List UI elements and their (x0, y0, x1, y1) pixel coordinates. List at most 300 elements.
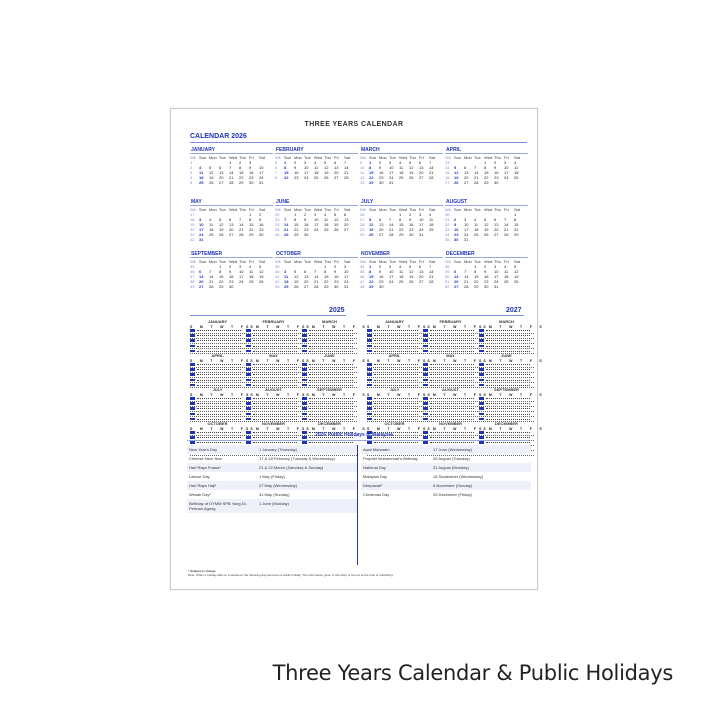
sunday-mark (367, 441, 372, 444)
small-week-row (423, 413, 478, 418)
sunday-mark (423, 441, 428, 444)
small-month-name: MARCH (322, 319, 337, 324)
day-dots (486, 369, 530, 372)
day-dots (374, 330, 418, 333)
sunday-mark (479, 418, 484, 421)
holiday-row (187, 454, 357, 463)
small-week-row (367, 368, 422, 373)
small-week-row (246, 373, 301, 378)
small-month-name: MARCH (499, 319, 514, 324)
sunday-mark (479, 407, 484, 410)
month-name: JANUARY (191, 147, 215, 153)
small-week-row (479, 345, 534, 350)
day-dots (430, 346, 474, 349)
holiday-row (187, 490, 357, 499)
small-month-days (367, 363, 422, 389)
month-divider (190, 257, 273, 258)
small-week-row (367, 373, 422, 378)
week-row: 25 21 22 23 24 25 26 27 (275, 227, 349, 232)
month-table: Wk Sun Mon Tue Wed Thu Fri Sat 44 1 2 3 4 5 6 7 45 8 9 10 11 12 13 14 46 15 16 17 18 19 20 21 47 22 23 24 25 26 27 28 48 29 30 (360, 259, 439, 289)
day-dots (253, 403, 297, 406)
sunday-mark (190, 413, 195, 416)
small-week-row (190, 407, 245, 412)
sunday-mark (246, 397, 251, 400)
footnotes (188, 569, 394, 577)
holiday-name: National Day (363, 465, 386, 470)
sunday-mark (423, 329, 428, 332)
holiday-date: 8 November (Sunday) (433, 483, 473, 488)
small-weekday-header: S M T W T F S (479, 427, 546, 431)
day-dots (430, 414, 474, 417)
footnote-subject-to-change: * Subject to change (188, 569, 216, 573)
holiday-date: 21 & 22 March (Saturday & Sunday) (259, 465, 324, 470)
sunday-mark (302, 407, 307, 410)
week-row: 43 25 26 27 28 29 30 31 (275, 284, 349, 289)
year-2027-label: 2027 (506, 307, 522, 314)
day-dots (374, 398, 418, 401)
day-dots (374, 374, 418, 377)
sunday-mark (479, 413, 484, 416)
small-week-row (302, 413, 357, 418)
sheet-title: THREE YEARS CALENDAR (304, 121, 404, 128)
small-month-february (423, 319, 490, 351)
month-divider (445, 205, 528, 206)
small-month-august (423, 387, 490, 419)
sunday-mark (190, 334, 195, 337)
small-week-row (479, 397, 534, 402)
day-dots (374, 364, 418, 367)
holiday-name: Prophet Muhammad's Birthday (363, 456, 418, 461)
sunday-mark (302, 441, 307, 444)
month-divider (190, 205, 273, 206)
sunday-mark (479, 339, 484, 342)
small-week-row (367, 402, 422, 407)
small-month-days (302, 397, 357, 423)
small-week-row (367, 334, 422, 339)
calendar-2026-title: CALENDAR 2026 (190, 133, 247, 140)
holiday-name: New Year's Day (189, 447, 218, 452)
day-dots (430, 369, 474, 372)
small-month-march (479, 319, 546, 351)
month-divider (445, 153, 528, 154)
day-dots (309, 374, 353, 377)
small-month-name: AUGUST (265, 387, 282, 392)
day-dots (430, 374, 474, 377)
week-row: 30 26 27 28 29 30 31 (360, 232, 424, 237)
month-january (190, 147, 273, 199)
small-month-january (190, 319, 257, 351)
week-row: 20 17 18 19 20 21 22 23 (190, 227, 264, 232)
sunday-mark (423, 384, 428, 387)
month-june (275, 199, 358, 251)
sunday-mark (302, 350, 307, 353)
holiday-date: 25 December (Friday) (433, 492, 472, 497)
day-dots (430, 398, 474, 401)
sunday-mark (190, 368, 195, 371)
day-dots (253, 398, 297, 401)
day-dots (197, 408, 241, 411)
small-month-name: APRIL (211, 353, 224, 358)
month-name: APRIL (446, 147, 461, 153)
small-week-row (367, 397, 422, 402)
small-weekday-header: S M T W T F S (479, 359, 546, 363)
small-week-row (302, 334, 357, 339)
day-dots (486, 414, 530, 417)
small-week-row (479, 373, 534, 378)
month-may (190, 199, 273, 251)
small-week-row (479, 329, 534, 334)
small-week-row (246, 379, 301, 384)
small-month-august (246, 387, 313, 419)
month-table: Wk Sun Mon Tue Wed Thu Fri Sat 35 1 2 3 4 5 36 6 7 8 9 10 11 12 37 13 14 15 16 17 18 19 38 20 21 22 23 24 25 26 39 27 28 29 30 (190, 259, 269, 289)
small-month-days (302, 329, 357, 355)
day-dots (309, 369, 353, 372)
small-week-row (190, 397, 245, 402)
small-month-days (479, 329, 534, 355)
day-dots (486, 380, 530, 383)
small-week-row (246, 407, 301, 412)
small-month-days (246, 363, 301, 389)
month-table: Wk Sun Mon Tue Wed Thu Fri Sat 39 1 2 3 40 4 5 6 7 8 9 10 41 11 12 13 14 15 16 17 42 18 19 20 21 22 23 24 43 25 26 27 28 29 30 31 (275, 259, 354, 289)
holiday-name: Labour Day (189, 474, 210, 479)
month-divider (275, 257, 358, 258)
day-dots (430, 335, 474, 338)
day-dots (253, 340, 297, 343)
small-week-row (246, 397, 301, 402)
day-dots (486, 340, 530, 343)
small-month-september (479, 387, 546, 419)
small-week-row (246, 339, 301, 344)
day-dots (309, 346, 353, 349)
month-name: MARCH (361, 147, 380, 153)
sunday-mark (367, 368, 372, 371)
week-row: 19 10 11 12 13 14 15 16 (190, 222, 264, 227)
small-weekday-header: S M T W T F S (190, 427, 257, 431)
small-week-row (190, 329, 245, 334)
day-dots (253, 346, 297, 349)
sunday-mark (246, 334, 251, 337)
small-week-row (423, 407, 478, 412)
week-row: 48 29 30 (360, 284, 384, 289)
small-weekday-header: S M T W T F S (302, 393, 369, 397)
week-row: 45 8 9 10 11 12 13 14 (360, 269, 434, 274)
sunday-mark (190, 379, 195, 382)
day-dots (309, 403, 353, 406)
small-week-row (423, 402, 478, 407)
small-weekday-header: S M T W T F S (190, 325, 257, 329)
holidays-title: 2026 Public Holidays in Malaysia (315, 432, 393, 438)
sunday-mark (479, 368, 484, 371)
small-month-january (367, 319, 434, 351)
small-weekday-header: S M T W T F S (246, 359, 313, 363)
sunday-mark (302, 418, 307, 421)
sunday-mark (367, 363, 372, 366)
sunday-mark (479, 441, 484, 444)
small-week-row (190, 368, 245, 373)
month-divider (445, 257, 528, 258)
sunday-mark (190, 345, 195, 348)
day-dots (430, 364, 474, 367)
small-weekday-header: S M T W T F S (479, 393, 546, 397)
small-month-days (190, 397, 245, 423)
sunday-mark (367, 339, 372, 342)
holiday-row (361, 445, 531, 454)
sunday-mark (302, 363, 307, 366)
sunday-mark (246, 379, 251, 382)
sunday-mark (246, 402, 251, 405)
small-weekday-header: S M T W T F S (246, 393, 313, 397)
week-row: 35 30 31 (445, 237, 469, 242)
holiday-row (187, 472, 357, 481)
month-divider (360, 153, 443, 154)
day-dots (197, 403, 241, 406)
month-september (190, 251, 273, 303)
small-month-name: MAY (446, 353, 455, 358)
small-week-row (190, 373, 245, 378)
week-row: 24 14 15 16 17 18 19 20 (275, 222, 349, 227)
small-month-may (423, 353, 490, 385)
small-week-row (190, 363, 245, 368)
month-november (360, 251, 443, 303)
month-name: DECEMBER (446, 251, 475, 257)
holiday-name: Malaysia Day (363, 474, 388, 479)
sunday-mark (246, 350, 251, 353)
small-month-name: SEPTEMBER (317, 387, 342, 392)
holiday-date: 27 May (Wednesday) (259, 483, 297, 488)
week-row: 22 1 2 3 4 5 6 (275, 212, 347, 217)
day-dots (253, 374, 297, 377)
sunday-mark (367, 379, 372, 382)
sunday-mark (423, 413, 428, 416)
day-dots (430, 340, 474, 343)
sunday-mark (423, 339, 428, 342)
sunday-mark (479, 350, 484, 353)
sunday-mark (190, 407, 195, 410)
holidays-left-list (187, 445, 357, 513)
small-month-days (190, 329, 245, 355)
week-row: 46 15 16 17 18 19 20 21 (360, 274, 434, 279)
week-row: 35 1 2 3 4 5 (190, 264, 262, 269)
month-table: Wk Sun Mon Tue Wed Thu Fri Sat 30 1 31 2 3 4 5 6 7 8 32 9 10 11 12 13 14 15 33 16 17 18 19 20 21 22 34 23 24 25 26 27 28 29 35 30 31 (445, 207, 524, 242)
sunday-mark (246, 407, 251, 410)
week-row: 17 26 27 28 29 30 (445, 180, 499, 185)
day-dots (374, 414, 418, 417)
week-row: 5 1 2 3 4 5 6 7 (275, 160, 347, 165)
day-dots (253, 414, 297, 417)
month-divider (275, 205, 358, 206)
holidays-column-divider (357, 445, 358, 565)
sunday-mark (367, 384, 372, 387)
holiday-row (187, 499, 357, 513)
month-december (445, 251, 528, 303)
small-week-row (367, 339, 422, 344)
holiday-date: 16 September (Wednesday) (433, 474, 483, 479)
sunday-mark (302, 334, 307, 337)
small-week-row (367, 363, 422, 368)
day-dots (486, 335, 530, 338)
week-row: 39 1 2 3 (275, 264, 347, 269)
small-week-row (479, 407, 534, 412)
day-dots (197, 364, 241, 367)
small-month-july (190, 387, 257, 419)
sunday-mark (479, 397, 484, 400)
sunday-mark (190, 397, 195, 400)
small-month-name: JUNE (324, 353, 335, 358)
sunday-mark (423, 363, 428, 366)
small-month-days (479, 397, 534, 423)
week-row: 16 19 20 21 22 23 24 25 (445, 175, 519, 180)
small-week-row (302, 379, 357, 384)
small-month-may (246, 353, 313, 385)
small-month-march (302, 319, 369, 351)
week-row: 8 22 23 24 25 26 27 28 (275, 175, 349, 180)
small-week-row (302, 368, 357, 373)
month-name: MAY (191, 199, 202, 205)
small-week-row (423, 397, 478, 402)
week-row: 50 13 14 15 16 17 18 19 (445, 274, 519, 279)
week-row: 52 27 28 29 30 31 (445, 284, 499, 289)
small-week-row (423, 329, 478, 334)
day-dots (430, 330, 474, 333)
week-row: 5 25 26 27 28 29 30 31 (190, 180, 264, 185)
holiday-row (361, 472, 531, 481)
sunday-mark (246, 339, 251, 342)
day-dots (309, 398, 353, 401)
small-week-row (479, 368, 534, 373)
day-dots (486, 346, 530, 349)
sunday-mark (479, 363, 484, 366)
sunday-mark (302, 384, 307, 387)
small-week-row (302, 402, 357, 407)
week-row: 21 24 25 26 27 28 29 30 (190, 232, 264, 237)
sunday-mark (190, 384, 195, 387)
day-dots (309, 340, 353, 343)
sunday-mark (246, 441, 251, 444)
day-dots (430, 380, 474, 383)
week-row: 31 2 3 4 5 6 7 8 (445, 217, 517, 222)
month-divider (360, 257, 443, 258)
sunday-mark (479, 379, 484, 382)
small-month-name: FEBRUARY (262, 319, 285, 324)
day-dots (374, 403, 418, 406)
small-week-row (246, 334, 301, 339)
day-dots (374, 335, 418, 338)
week-row: 14 5 6 7 8 9 10 11 (445, 165, 519, 170)
small-week-row (479, 334, 534, 339)
small-week-row (302, 407, 357, 412)
small-month-april (367, 353, 434, 385)
sunday-mark (367, 334, 372, 337)
small-week-row (367, 407, 422, 412)
day-dots (309, 414, 353, 417)
day-dots (374, 369, 418, 372)
small-week-row (367, 345, 422, 350)
sunday-mark (423, 397, 428, 400)
day-dots (486, 408, 530, 411)
sunday-mark (246, 373, 251, 376)
small-weekday-header: S M T W T F S (246, 427, 313, 431)
holiday-row (187, 481, 357, 490)
month-name: NOVEMBER (361, 251, 390, 257)
sunday-mark (302, 345, 307, 348)
week-row: 28 12 13 14 15 16 17 18 (360, 222, 434, 227)
week-row: 10 8 9 10 11 12 13 14 (360, 165, 434, 170)
day-dots (374, 340, 418, 343)
small-month-june (302, 353, 369, 385)
month-table: Wk Sun Mon Tue Wed Thu Fri Sat 9 1 2 3 4 5 6 7 10 8 9 10 11 12 13 14 11 15 16 17 18 19 20 21 12 22 23 24 25 26 27 28 13 29 30 31 (360, 155, 439, 185)
sunday-mark (479, 373, 484, 376)
week-row: 12 22 23 24 25 26 27 28 (360, 175, 434, 180)
holiday-name: Hari Raya Haji* (189, 483, 217, 488)
small-month-days (246, 329, 301, 355)
footnote-weekend-rule: Note: When a holiday falls on a weekend, the following day becomes a public holiday. The information given in this diary is correct at the time of publishing. (188, 573, 394, 577)
small-week-row (302, 345, 357, 350)
small-month-july (367, 387, 434, 419)
holiday-row (187, 445, 357, 454)
small-month-name: JUNE (501, 353, 512, 358)
sunday-mark (246, 363, 251, 366)
sunday-mark (479, 402, 484, 405)
holiday-date: 31 August (Monday) (433, 465, 469, 470)
day-dots (309, 408, 353, 411)
week-row: 13 29 30 31 (360, 180, 394, 185)
week-row: 48 1 2 3 4 5 (445, 264, 517, 269)
month-table: Wk Sun Mon Tue Wed Thu Fri Sat 48 1 2 3 4 5 49 6 7 8 9 10 11 12 50 13 14 15 16 17 18 19 51 20 21 22 23 24 25 26 52 27 28 29 30 31 (445, 259, 524, 289)
month-divider (275, 153, 358, 154)
sunday-mark (367, 418, 372, 421)
month-october (275, 251, 358, 303)
small-week-row (367, 413, 422, 418)
small-week-row (423, 339, 478, 344)
week-row: 4 18 19 20 21 22 23 24 (190, 175, 264, 180)
day-dots (253, 364, 297, 367)
small-week-row (423, 373, 478, 378)
day-dots (430, 403, 474, 406)
month-name: FEBRUARY (276, 147, 304, 153)
small-weekday-header: S M T W T F S (367, 427, 434, 431)
small-weekday-header: S M T W T F S (423, 427, 490, 431)
sunday-mark (302, 402, 307, 405)
small-month-days (302, 363, 357, 389)
small-month-name: AUGUST (442, 387, 459, 392)
product-caption: Three Years Calendar & Public Holidays (272, 661, 673, 685)
sunday-mark (423, 407, 428, 410)
sunday-mark (479, 345, 484, 348)
week-row: 49 6 7 8 9 10 11 12 (445, 269, 519, 274)
small-month-april (190, 353, 257, 385)
day-dots (374, 380, 418, 383)
sunday-mark (246, 345, 251, 348)
holiday-date: 17 June (Wednesday) (433, 447, 473, 452)
holiday-date: 1 May (Friday) (259, 474, 285, 479)
small-weekday-header: S M T W T F S (302, 427, 369, 431)
small-month-name: APRIL (388, 353, 401, 358)
day-dots (430, 408, 474, 411)
month-august (445, 199, 528, 251)
sunday-mark (423, 379, 428, 382)
month-april (445, 147, 528, 199)
small-month-days (423, 363, 478, 389)
small-month-name: FEBRUARY (439, 319, 462, 324)
month-table: Wk Sun Mon Tue Wed Thu Fri Sat 22 1 2 3 4 5 6 23 7 8 9 10 11 12 13 24 14 15 16 17 18 19 20 25 21 22 23 24 25 26 27 26 28 29 30 (275, 207, 354, 237)
month-name: JUNE (276, 199, 290, 205)
sunday-mark (302, 397, 307, 400)
small-week-row (367, 329, 422, 334)
sunday-mark (367, 345, 372, 348)
small-weekday-header: S M T W T F S (190, 393, 257, 397)
year-2025-divider (190, 315, 346, 316)
small-month-name: JANUARY (384, 319, 405, 324)
